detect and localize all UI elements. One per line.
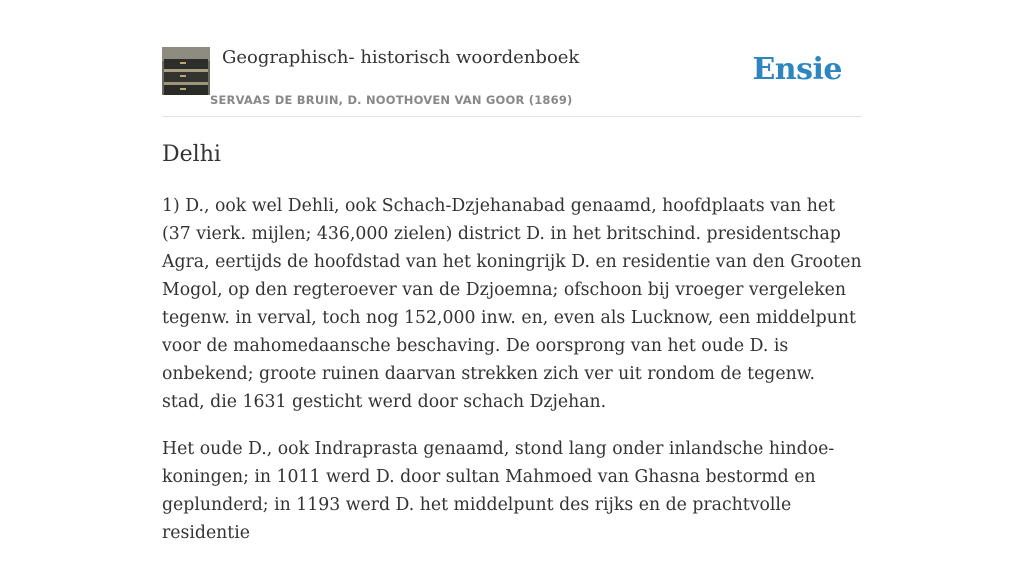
ensie-logo[interactable]: Ensie (752, 52, 842, 87)
book-header (162, 46, 862, 117)
book-title[interactable]: Geographisch- historisch woordenboek (222, 47, 580, 68)
book-cover-icon (162, 47, 210, 95)
entry-paragraph: Het oude D., ook Indraprasta genaamd, stond lang onder inlandsche hindoe-koningen; in 1011 werd D. door sultan Mahmoed van Ghasna bestormd en geplunderd; in 1193 werd D. het middelpunt des rijks en de prachtvolle residentie (162, 439, 835, 543)
entry-paragraph: 1) D., ook wel Dehli, ook Schach-Dzjehanabad genaamd, hoofdplaats van het (37 vierk. mijlen; 436,000 zielen) district D. in het britschind. presidentschap Agra, eertijds de hoofdstad van het koningrijk D. en residentie van den Grooten Mogol, op den regteroever van de Dzjoemna; ofschoon bij vroeger vergeleken tegenw. in verval, toch nog 152,000 inw. en, even als Lucknow, een middelpunt voor de mahomedaansche beschaving. De oorsprong van het oude D. is onbekend; groote ruinen daarvan strekken zich ver uit rondom de tegenw. stad, die 1631 gesticht werd door schach Dzjehan. (162, 196, 862, 412)
book-cover-avatar[interactable] (162, 47, 210, 95)
entry-body (162, 192, 862, 566)
book-author: SERVAAS DE BRUIN, D. NOOTHOVEN VAN GOOR (1869) (210, 93, 573, 107)
entry-title: Delhi (162, 142, 221, 167)
